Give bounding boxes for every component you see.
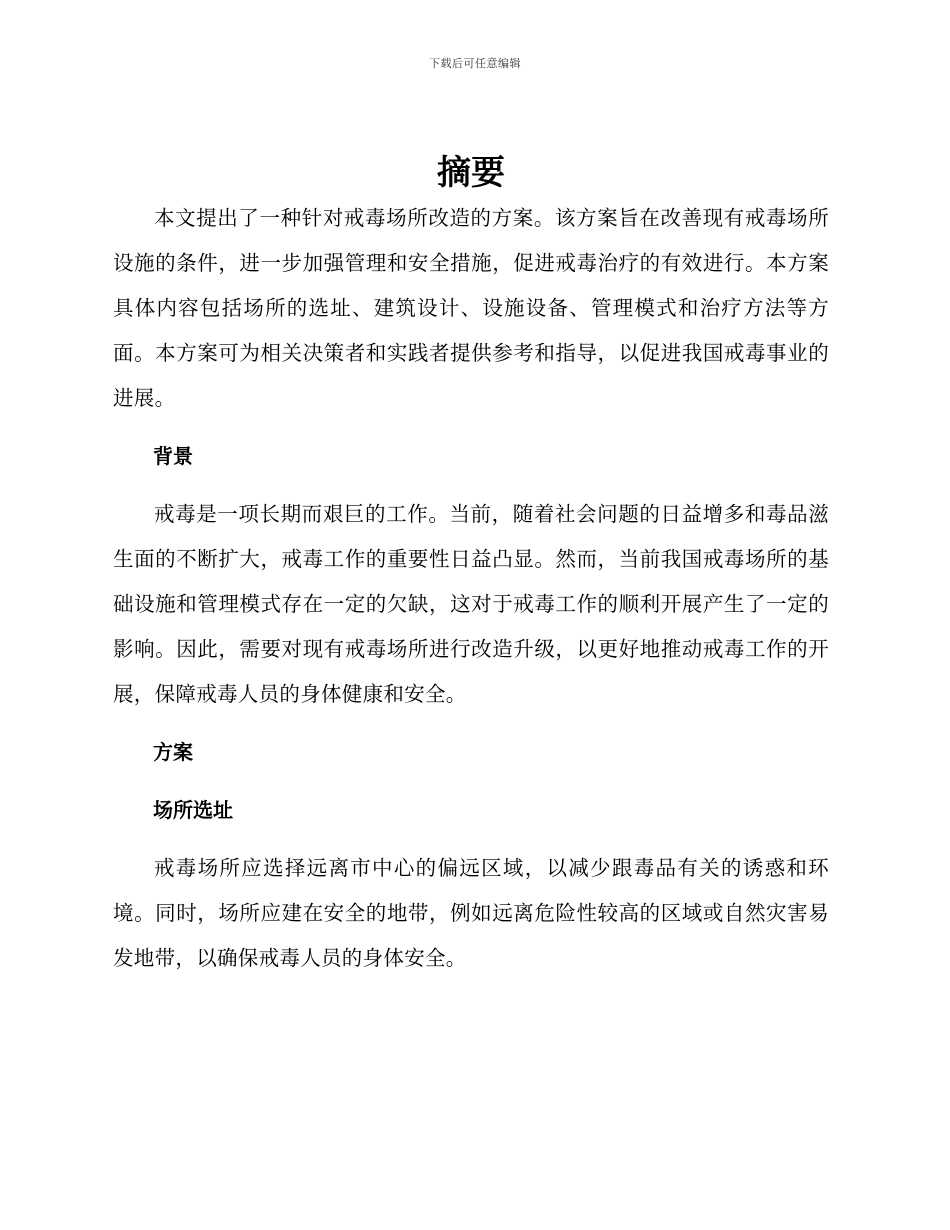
spacer — [113, 717, 829, 730]
abstract-paragraph: 本文提出了一种针对戒毒场所改造的方案。该方案旨在改善现有戒毒场所设施的条件，进一步加强管理和安全措施，促进戒毒治疗的有效进行。本方案具体内容包括场所的选址、建筑设计、设施设备、管理模式和治疗方法等方面。本方案可为相关决策者和实践者提供参考和指导，以促进我国戒毒事业的进展。 — [113, 206, 829, 410]
spacer — [113, 421, 829, 434]
section-heading-plan: 方案 — [153, 740, 193, 764]
background-paragraph: 戒毒是一项长期而艰巨的工作。当前，随着社会问题的日益增多和毒品滋生面的不断扩大，戒毒工作的重要性日益凸显。然而，当前我国戒毒场所的基础设施和管理模式存在一定的欠缺，这对于戒毒工作的顺利开展产生了一定的影响。因此，需要对现有戒毒场所进行改造升级，以更好地推动戒毒工作的开展，保障戒毒人员的身体健康和安全。 — [113, 502, 829, 706]
site-paragraph: 戒毒场所应选择远离市中心的偏远区域，以减少跟毒品有关的诱惑和环境。同时，场所应建在安全的地带，例如远离危险性较高的区域或自然灾害易发地带，以确保戒毒人员的身体安全。 — [113, 856, 829, 970]
subsection-heading-site: 场所选址 — [153, 798, 233, 822]
spacer — [113, 833, 829, 846]
spacer — [113, 775, 829, 788]
document-title: 摘要 — [437, 153, 505, 193]
document-body — [113, 150, 829, 981]
section-heading-background: 背景 — [153, 444, 193, 468]
page-header-note: 下载后可任意编辑 — [429, 57, 521, 70]
spacer — [113, 479, 829, 492]
